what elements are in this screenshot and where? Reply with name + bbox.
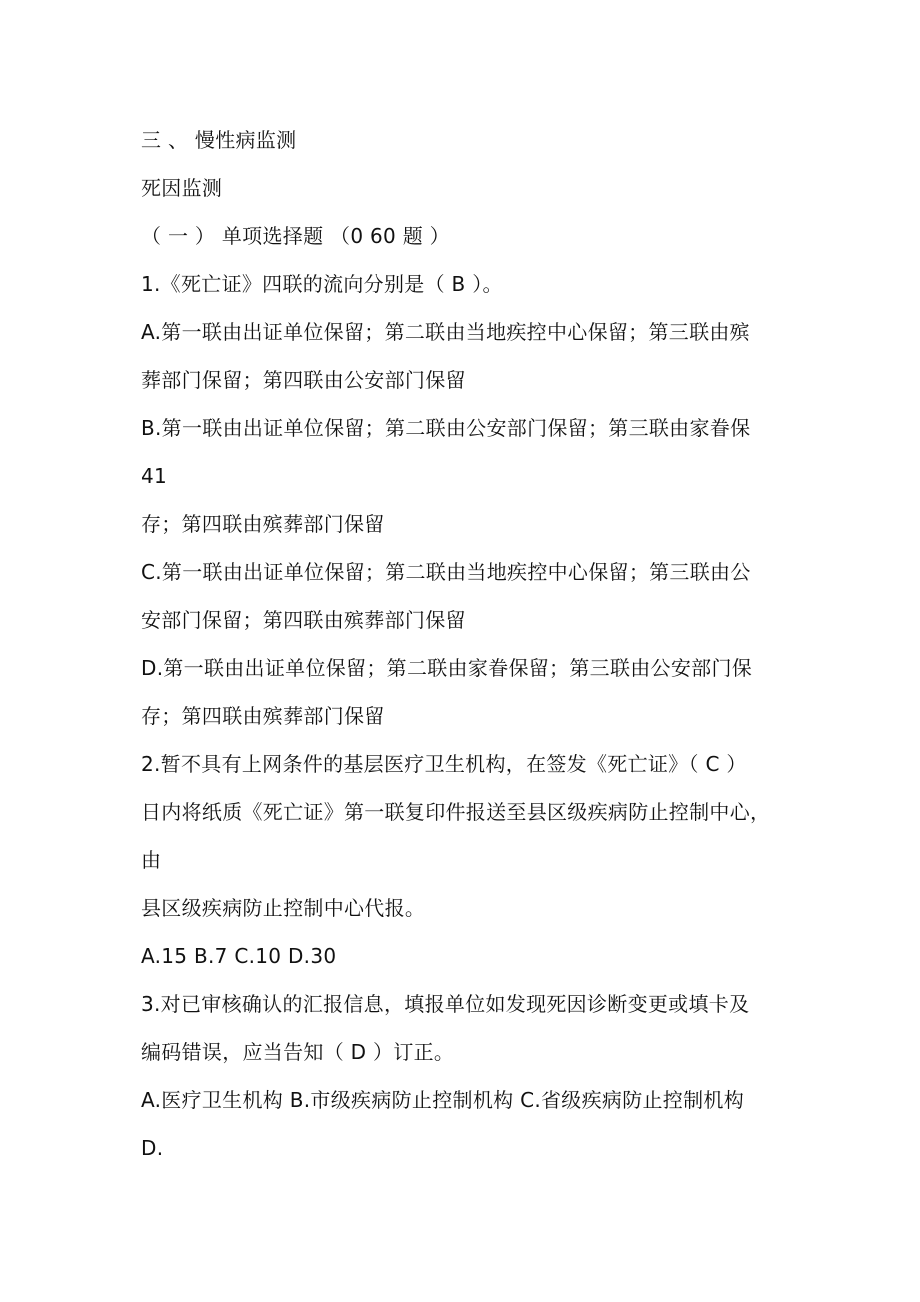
question-3-stem: 3.对已审核确认的汇报信息，填报单位如发现死因诊断变更或填卡及 [141, 992, 750, 1016]
question-1-option-b: B.第一联由出证单位保留；第二联由公安部门保留；第三联由家眷保 [141, 416, 751, 440]
question-2-stem-cont-3: 县区级疾病防止控制中心代报。 [141, 896, 426, 920]
part-heading: （ 一 ） 单项选择题 （0 60 题 ） [141, 224, 450, 248]
section-heading: 三 、 慢性病监测 [141, 128, 297, 152]
question-3-option-d: D. [141, 1136, 164, 1160]
question-1-option-a: A.第一联由出证单位保留；第二联由当地疾控中心保留；第三联由殡 [141, 320, 750, 344]
question-1-stem: 1.《死亡证》四联的流向分别是（ B ）。 [141, 272, 503, 296]
question-1-option-b-cont: 存；第四联由殡葬部门保留 [141, 512, 385, 536]
subsection-heading: 死因监测 [141, 176, 223, 200]
page-number: 41 [141, 464, 168, 488]
question-2-options: A.15 B.7 C.10 D.30 [141, 944, 337, 968]
question-2-stem: 2.暂不具有上网条件的基层医疗卫生机构，在签发《死亡证》（ C ） [141, 752, 747, 776]
question-3-options: A.医疗卫生机构 B.市级疾病防止控制机构 C.省级疾病防止控制机构 [141, 1088, 745, 1112]
question-1-option-a-cont: 葬部门保留；第四联由公安部门保留 [141, 368, 466, 392]
question-2-stem-cont-2: 由 [141, 848, 162, 872]
question-1-option-c: C.第一联由出证单位保留；第二联由当地疾控中心保留；第三联由公 [141, 560, 751, 584]
question-1-option-d-cont: 存；第四联由殡葬部门保留 [141, 704, 385, 728]
question-1-option-d: D.第一联由出证单位保留；第二联由家眷保留；第三联由公安部门保 [141, 656, 753, 680]
question-3-stem-cont: 编码错误，应当告知（ D ）订正。 [141, 1040, 455, 1064]
question-1-option-c-cont: 安部门保留；第四联由殡葬部门保留 [141, 608, 466, 632]
question-2-stem-cont: 日内将纸质《死亡证》第一联复印件报送至县区级疾病防止控制中心， [141, 800, 771, 824]
